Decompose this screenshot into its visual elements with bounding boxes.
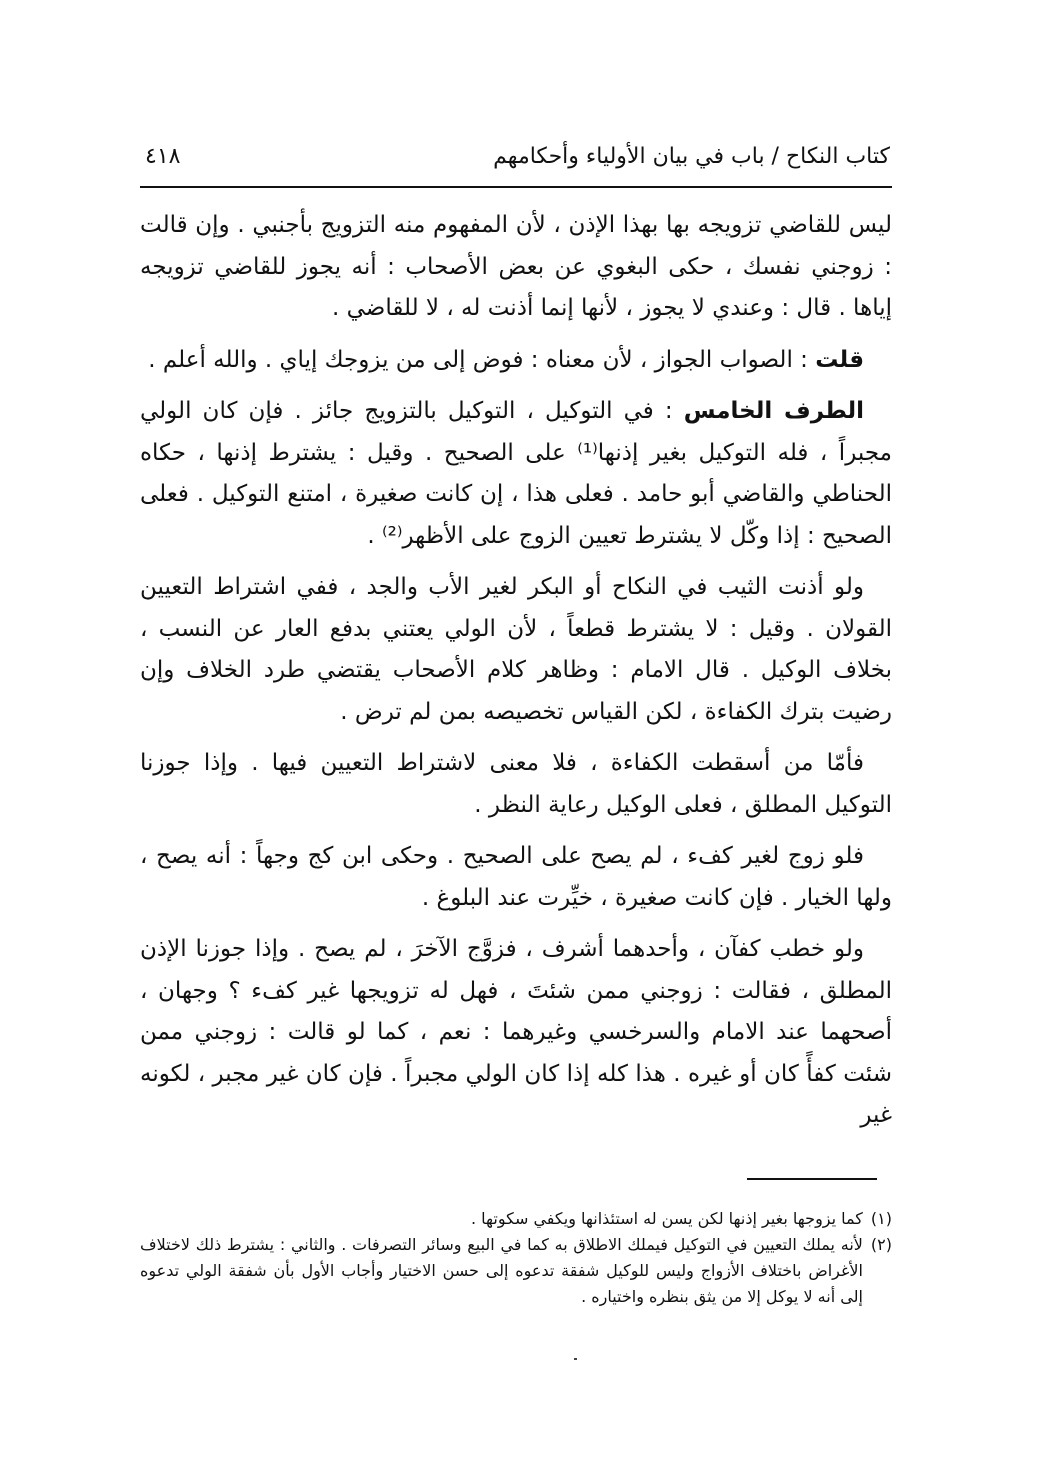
- paragraph-text: ولو خطب كفآن ، وأحدهما أشرف ، فزوَّج الآخرَ ، لم يصح . وإذا جوزنا الإذن المطلق ، فقالت : زوجني ممن شئتَ ، فهل له تزويجها غير كفء ؟ وجهان ، أصحهما عند الامام والسرخسي وغيرهما : نعم ، كما لو قالت : زوجني ممن شئت كفأً كان أو غيره . هذا كله إذا كان الولي مجبراً . فإن كان غير مجبر ، لكونه غير: [140, 936, 892, 1128]
- footnote-number: (١): [870, 1209, 892, 1228]
- paragraph-3: [140, 391, 892, 557]
- running-header: [145, 140, 890, 180]
- footnote-1: [140, 1206, 892, 1232]
- paragraph-5: [140, 743, 892, 826]
- paragraph-lead: الطرف الخامس: [683, 398, 864, 424]
- page-number: ٤١٨: [145, 144, 181, 169]
- paragraph-text: : في التوكيل ، التوكيل بالتزويج جائز . فإن كان الولي مجبراً ، فله التوكيل بغير إذنها⁽¹⁾ على الصحيح . وقيل : يشترط إذنها ، حكاه الحناطي والقاضي أبو حامد . فعلى هذا ، إن كانت صغيرة ، امتنع التوكيل . فعلى الصحيح : إذا وكّل لا يشترط تعيين الزوج على الأظهر⁽²⁾ .: [140, 398, 892, 549]
- footnote-text: لأنه يملك التعيين في التوكيل فيملك الاطلاق به كما في البيع وسائر التصرفات . والثاني : يشترط ذلك لاختلاف الأغراض باختلاف الأزواج وليس للوكيل شفقة تدعوه إلى حسن الاختيار وأجاب الأول بأن شفقة الولي تدعوه إلى أنه لا يوكل إلا من يثق بنظره واختياره .: [140, 1235, 863, 1306]
- main-text: [140, 205, 892, 1147]
- paragraph-6: [140, 836, 892, 919]
- paragraph-lead: قلت: [815, 346, 864, 373]
- paragraph-text: فلو زوج لغير كفء ، لم يصح على الصحيح . وحكى ابن كج وجهاً : أنه يصح ، ولها الخيار . فإن كانت صغيرة ، خيِّرت عند البلوغ .: [140, 843, 892, 911]
- footnote-text: كما يزوجها بغير إذنها لكن يسن له استئذانها ويكفي سكوتها .: [471, 1209, 863, 1228]
- paragraph-text: ولو أذنت الثيب في النكاح أو البكر لغير الأب والجد ، ففي اشتراط التعيين القولان . وقيل : لا يشترط قطعاً ، لأن الولي يعتني بدفع العار عن النسب ، بخلاف الوكيل . قال الامام : وظاهر كلام الأصحاب يقتضي طرد الخلاف وإن رضيت بترك الكفاءة ، لكن القياس تخصيصه بمن لم ترض .: [140, 574, 892, 725]
- paragraph-2: [140, 340, 892, 382]
- footnote-number: (٢): [870, 1235, 892, 1254]
- paragraph-4: [140, 567, 892, 733]
- paragraph-text: : الصواب الجواز ، لأن معناه : فوض إلى من يزوجك إياي . والله أعلم .: [148, 346, 816, 373]
- header-title: كتاب النكاح / باب في بيان الأولياء وأحكامهم: [493, 144, 890, 169]
- footnote-rule: [747, 1178, 877, 1180]
- footnote-2: [140, 1232, 892, 1310]
- paragraph-1: [140, 205, 892, 330]
- footnotes: [140, 1206, 892, 1310]
- scan-speck: [574, 1358, 577, 1360]
- paragraph-7: [140, 929, 892, 1137]
- paragraph-text: فأمّا من أسقطت الكفاءة ، فلا معنى لاشتراط التعيين فيها . وإذا جوزنا التوكيل المطلق ، فعلى الوكيل رعاية النظر .: [140, 750, 892, 818]
- header-rule: [140, 186, 892, 188]
- paragraph-text: ليس للقاضي تزويجه بها بهذا الإذن ، لأن المفهوم منه التزويج بأجنبي . وإن قالت : زوجني نفسك ، حكى البغوي عن بعض الأصحاب : أنه يجوز للقاضي تزويجه إياها . قال : وعندي لا يجوز ، لأنها إنما أذنت له ، لا للقاضي .: [140, 212, 892, 321]
